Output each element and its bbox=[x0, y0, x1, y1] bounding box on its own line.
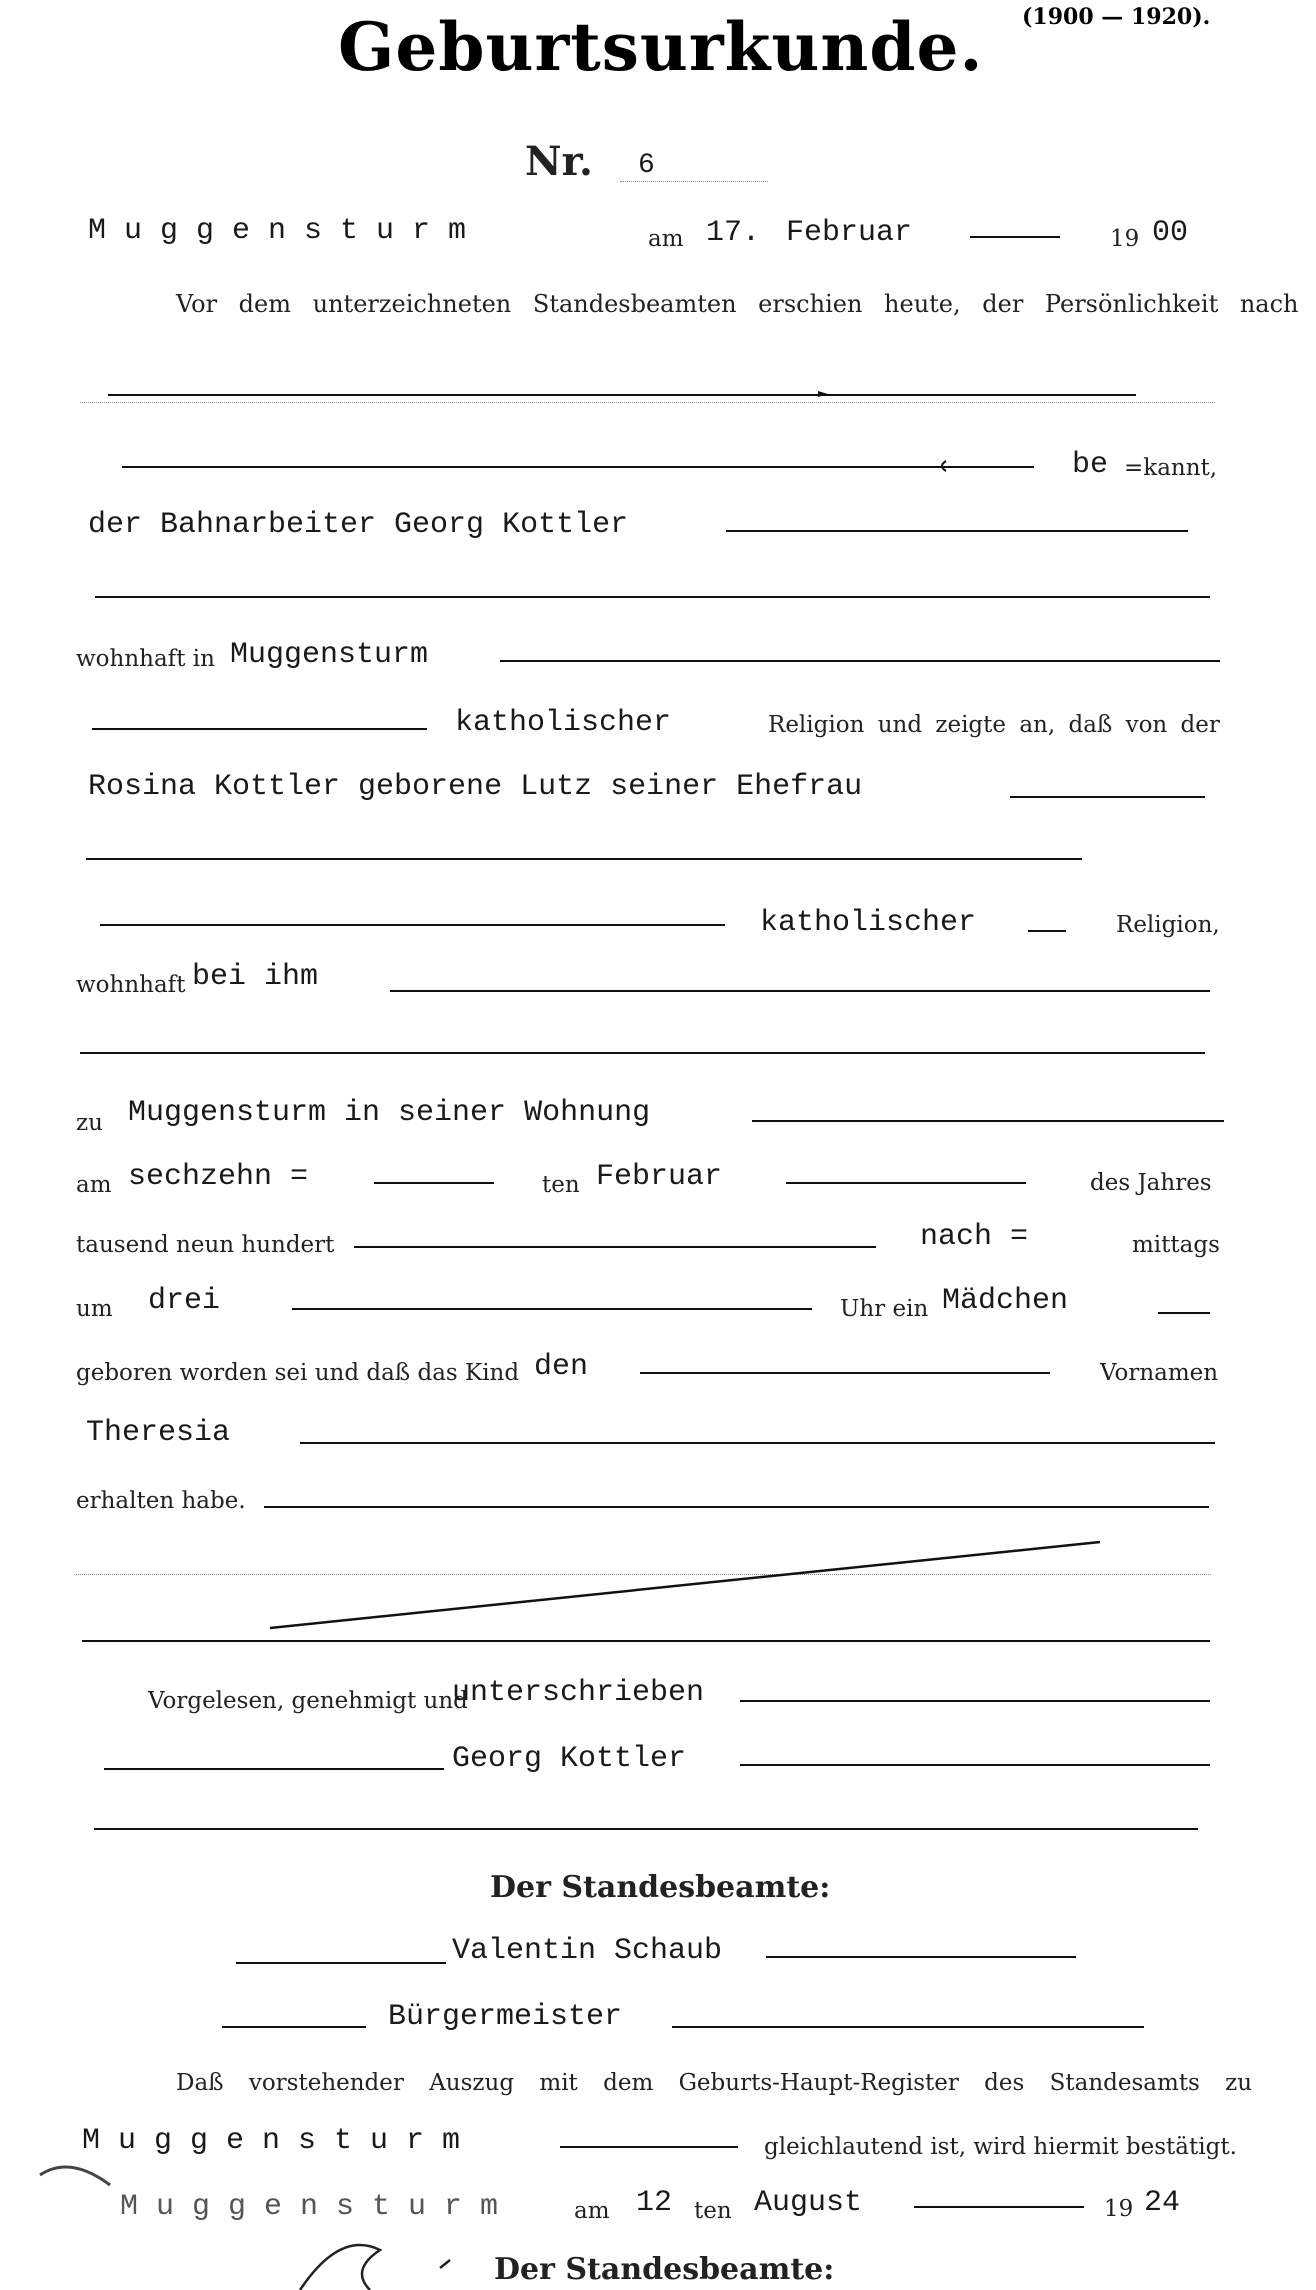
cert-am-label: am bbox=[574, 2198, 610, 2224]
official-role: Bürgermeister bbox=[388, 2000, 623, 2034]
father-residence: Muggensturm bbox=[230, 638, 429, 672]
birth-den: den bbox=[534, 1350, 589, 1384]
birth-nach: nach = bbox=[920, 1220, 1029, 1254]
mother-religion-label: Religion, bbox=[1116, 912, 1220, 938]
date-month: Februar bbox=[786, 216, 913, 250]
geboren-text: geboren worden sei und daß das Kind bbox=[76, 1360, 520, 1386]
mother-residence: bei ihm bbox=[192, 960, 319, 994]
form-years: (1900 — 1920). bbox=[1022, 4, 1211, 30]
zu-label: zu bbox=[76, 1110, 103, 1136]
signature-tick bbox=[440, 2260, 450, 2268]
cert-place: Muggensturm bbox=[82, 2124, 479, 2158]
be-typed: be bbox=[1072, 448, 1109, 482]
gleichlautend-text: gleichlautend ist, wird hiermit bestätigt. bbox=[764, 2134, 1237, 2160]
official-heading: Der Standesbeamte: bbox=[490, 1870, 831, 1905]
child-name: Theresia bbox=[86, 1416, 231, 1450]
kannt-text: =kannt, bbox=[1124, 455, 1218, 481]
strike-through-line bbox=[270, 1542, 1100, 1628]
father-typed: der Bahnarbeiter Georg Kottler bbox=[88, 508, 629, 542]
vorgelesen-label: Vorgelesen, genehmigt und bbox=[148, 1688, 468, 1714]
cert-year-prefix: 19 bbox=[1104, 2196, 1134, 2222]
certification-text: Daß vorstehender Auszug mit dem Geburts-Haupt-Register des Standesamts zu bbox=[176, 2070, 1253, 2096]
birth-day-word: sechzehn = bbox=[128, 1160, 309, 1194]
stamp-fragment bbox=[40, 2167, 110, 2185]
arrow-mark-2 bbox=[942, 461, 946, 471]
tausend-label: tausend neun hundert bbox=[76, 1232, 335, 1258]
year-prefix: 19 bbox=[1110, 226, 1140, 252]
ten-label: ten bbox=[542, 1172, 580, 1198]
year-suffix: 00 bbox=[1152, 216, 1189, 250]
cert-ten-label: ten bbox=[694, 2198, 732, 2224]
mother-typed: Rosina Kottler geborene Lutz seiner Ehefrau bbox=[88, 770, 863, 804]
jahres-label: des Jahres bbox=[1090, 1170, 1212, 1196]
birth-am-label: am bbox=[76, 1172, 112, 1198]
birth-month: Februar bbox=[596, 1160, 723, 1194]
cert-day: 12 bbox=[636, 2186, 673, 2220]
cert-month: August bbox=[754, 2186, 863, 2220]
handwritten-signature bbox=[300, 2245, 380, 2290]
date-day: 17. bbox=[706, 216, 761, 250]
birth-place: Muggensturm in seiner Wohnung bbox=[128, 1096, 651, 1130]
mother-residence-label: wohnhaft bbox=[76, 972, 186, 998]
father-religion-text: Religion und zeigte an, daß von der bbox=[768, 712, 1220, 738]
unterschrieben: unterschrieben bbox=[452, 1676, 705, 1710]
place-typed: Muggensturm bbox=[88, 214, 485, 248]
signer-name: Georg Kottler bbox=[452, 1742, 687, 1776]
intro-text: Vor dem unterzeichneten Standesbeamten erschien heute, der Persönlichkeit nach bbox=[176, 290, 1299, 318]
mittags-label: mittags bbox=[1132, 1232, 1220, 1258]
birth-hour: drei bbox=[148, 1284, 221, 1318]
erhalten-label: erhalten habe. bbox=[76, 1488, 246, 1514]
official-name: Valentin Schaub bbox=[452, 1934, 723, 1968]
document-title: Geburtsurkunde. bbox=[338, 8, 984, 86]
number-label: Nr. bbox=[525, 138, 593, 185]
am-label: am bbox=[648, 226, 684, 252]
uhr-label: Uhr ein bbox=[840, 1296, 929, 1322]
cert-place-2: Muggensturm bbox=[120, 2190, 517, 2224]
cert-year-suffix: 24 bbox=[1144, 2186, 1181, 2220]
arrow-mark-1 bbox=[818, 391, 828, 397]
vornamen-label: Vornamen bbox=[1100, 1360, 1219, 1386]
um-label: um bbox=[76, 1296, 113, 1322]
birth-sex: Mädchen bbox=[942, 1284, 1069, 1318]
mother-religion: katholischer bbox=[760, 906, 977, 940]
cert-heading: Der Standesbeamte: bbox=[494, 2252, 835, 2287]
father-religion: katholischer bbox=[455, 706, 672, 740]
father-residence-label: wohnhaft in bbox=[76, 646, 215, 672]
number-value: 6 bbox=[638, 150, 655, 181]
